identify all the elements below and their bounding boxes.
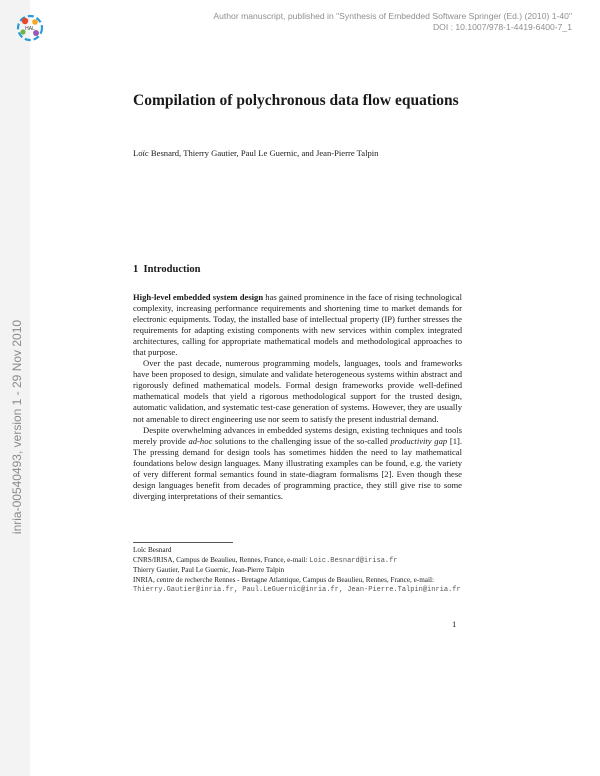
footnote-affiliation: INRIA, centre de recherche Rennes - Bretagne Atlantique, Campus de Beaulieu, Rennes, France, e-mail: Thierry.Gautier@inria.fr, Paul.LeGuernic@inria.fr, Jean-Pierre.Talpin@inria.fr — [133, 575, 461, 595]
hal-logo-icon[interactable] — [14, 12, 46, 44]
bold-lead: High-level embedded system design — [133, 292, 264, 302]
footnote-author: Loïc Besnard — [133, 546, 172, 554]
footnote-divider — [133, 542, 233, 543]
body-text — [133, 292, 462, 502]
page-number: 1 — [452, 619, 457, 629]
paper-title: Compilation of polychronous data flow equations — [133, 92, 459, 109]
publication-note — [213, 11, 572, 32]
paragraph: Over the past decade, numerous programming models, languages, tools and frameworks have been proposed to design, simulate and validate heterogeneous systems within abstract and rigorously defined mathematical models. Formal design frameworks provide well-defined mathematical models that yield a rigorous methodological support for the trusted design, automatic validation, and systematic test-case generation of systems. However, they are usually not amenable to direct engineering use nor seem to satisfy the present industrial demand. — [133, 358, 462, 424]
section-title: Introduction — [143, 264, 201, 275]
email-link[interactable]: Thierry.Gautier@inria.fr, Paul.LeGuernic@inria.fr, Jean-Pierre.Talpin@inria.fr — [133, 586, 461, 595]
footnote-affiliation: CNRS/IRISA, Campus de Beaulieu, Rennes, France, e-mail: Loic.Besnard@irisa.fr — [133, 555, 398, 565]
section-heading — [133, 264, 463, 275]
hal-logo-text: HAL — [25, 26, 35, 32]
publication-line: Author manuscript, published in "Synthesis of Embedded Software Springer (Ed.) (2010) 1-40" — [213, 11, 572, 21]
hal-identifier: inria-00540493, version 1 - 29 Nov 2010 — [10, 319, 24, 535]
doi-line[interactable]: DOI : 10.1007/978-1-4419-6400-7_1 — [432, 21, 572, 32]
footnote-author: Thierry Gautier, Paul Le Guernic, Jean-Pierre Talpin — [133, 566, 285, 575]
email-link[interactable]: Loic.Besnard@irisa.fr — [309, 556, 398, 565]
paragraph: High-level embedded system design has gained prominence in the face of rising technological complexity, increasing performance requirements and shortening time to market demands for electronic equipments. Today, the installed base of intellectual property (IP) further stresses the requirements for adapting existing components with new services within complex integrated architectures, calling for appropriate mathematical models and methodological approaches to that purpose. — [133, 292, 462, 358]
author-footnotes — [133, 546, 462, 596]
author-list: Loïc Besnard, Thierry Gautier, Paul Le Guernic, and Jean-Pierre Talpin — [133, 148, 379, 158]
section-number: 1 — [133, 264, 139, 275]
paragraph: Despite overwhelming advances in embedded systems design, existing techniques and tools merely provide ad-hoc solutions to the challenging issue of the so-called productivity gap [1]. The pressing demand for design tools has sometimes hidden the need to lay mathematical foundations below design languages. Many illustrating examples can be found, e.g. the variety of very different formal semantics found in state-diagram formalisms [2]. Even though these design languages benefit from decades of programming practice, they still give rise to some diverging interpretations of their semantics. — [133, 424, 462, 501]
